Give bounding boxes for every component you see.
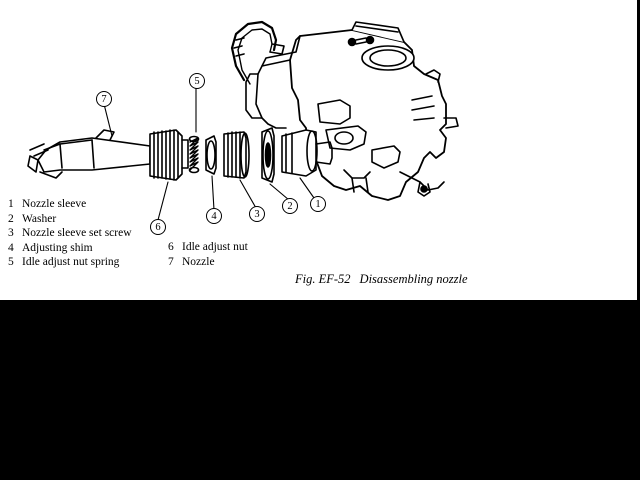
legend-label: Nozzle: [182, 255, 215, 268]
legend-item: [8, 226, 168, 241]
callout-5: 5: [189, 73, 205, 89]
callout-2: 2: [282, 198, 298, 214]
callout-1: 1: [310, 196, 326, 212]
legend-item: [168, 240, 338, 255]
callout-4: 4: [206, 208, 222, 224]
legend-column-right: [168, 240, 338, 269]
legend-label: Nozzle sleeve set screw: [22, 227, 132, 239]
legend-number: 7: [168, 255, 174, 268]
legend-item: [8, 212, 168, 227]
legend-number: 1: [8, 198, 14, 210]
callout-6: 6: [150, 219, 166, 235]
callout-7: 7: [96, 91, 112, 107]
legend-number: 2: [8, 212, 14, 225]
legend-label: Washer: [22, 212, 57, 225]
legend-label: Idle adjust nut spring: [22, 256, 120, 268]
legend-number: 3: [8, 227, 14, 239]
legend-item: [8, 241, 168, 256]
legend-item: [168, 255, 338, 270]
callout-3: 3: [249, 206, 265, 222]
legend-label: Idle adjust nut: [182, 241, 248, 253]
legend-item: [8, 255, 168, 270]
legend-label: Adjusting shim: [22, 241, 93, 254]
figure-caption-number: Fig. EF-52: [295, 272, 351, 286]
figure-caption: [295, 272, 468, 287]
legend-number: 5: [8, 256, 14, 268]
legend-number: 6: [168, 241, 174, 253]
legend-number: 4: [8, 241, 14, 254]
legend-column-left: [8, 197, 168, 270]
figure-caption-text: Disassembling nozzle: [359, 272, 468, 286]
legend-label: Nozzle sleeve: [22, 198, 87, 210]
legend-item: [8, 197, 168, 212]
